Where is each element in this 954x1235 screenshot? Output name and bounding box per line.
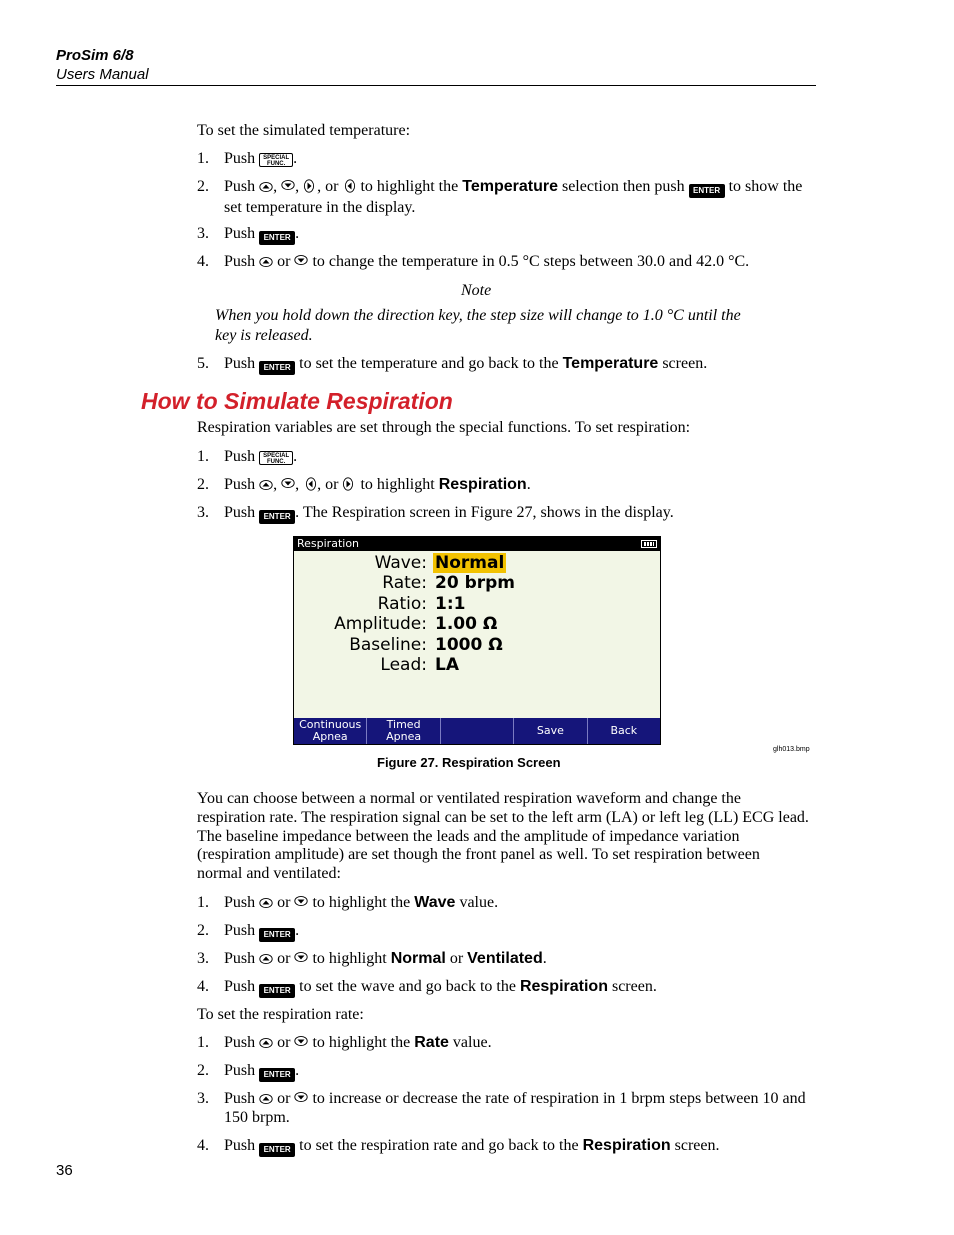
enter-key-icon: ENTER bbox=[259, 510, 295, 524]
step-number: 2. bbox=[197, 1062, 209, 1079]
keyword-ventilated: Ventilated bbox=[467, 950, 543, 967]
step-text: to show the set temperature in the display. bbox=[224, 178, 803, 216]
enter-key-icon: ENTER bbox=[259, 984, 295, 998]
step-text: Push bbox=[224, 504, 256, 521]
step-text: to highlight the bbox=[312, 894, 411, 911]
step-text: Push bbox=[224, 1090, 256, 1107]
left-arrow-key-icon bbox=[342, 179, 356, 193]
step-text: Push bbox=[224, 150, 256, 167]
softkey-timed-apnea: Timed Apnea bbox=[367, 718, 440, 744]
header-rule bbox=[56, 85, 816, 86]
step-number: 3. bbox=[197, 1090, 209, 1107]
step-text: Push bbox=[224, 253, 256, 270]
step-text: screen. bbox=[611, 978, 657, 995]
softkey-bar bbox=[294, 718, 660, 744]
step-text: or bbox=[277, 950, 291, 967]
wave-intro: You can choose between a normal or ventilated respiration waveform and change the respiration rate. The respiration signal can be set to the left arm (LA) or left leg (LL) ECG lead. The baseline impedance between the leads and the amplitude of impedance variation (respiration amplitude) are set though the front panel as well. To set respiration between normal and ventilated: bbox=[197, 790, 809, 883]
enter-key-icon: ENTER bbox=[259, 361, 295, 375]
step-text: to highlight the bbox=[312, 1034, 411, 1051]
step-number: 4. bbox=[197, 253, 209, 270]
step-number: 4. bbox=[197, 1137, 209, 1154]
step-number: 2. bbox=[197, 178, 209, 195]
step-text: to set the wave and go back to the bbox=[299, 978, 516, 995]
step-number: 1. bbox=[197, 894, 209, 911]
softkey-back: Back bbox=[610, 724, 638, 737]
keyword-respiration: Respiration bbox=[582, 1137, 671, 1154]
figure-caption: Figure 27. Respiration Screen bbox=[377, 755, 561, 770]
step-text: . bbox=[526, 476, 531, 493]
temperature-intro: To set the simulated temperature: bbox=[197, 122, 411, 139]
step-number: 2. bbox=[197, 922, 209, 939]
keyword-respiration: Respiration bbox=[438, 476, 527, 493]
down-arrow-key-icon bbox=[294, 1035, 308, 1049]
step-number: 3. bbox=[197, 950, 209, 967]
step-text: or bbox=[277, 253, 291, 270]
field-value: LA bbox=[435, 655, 459, 675]
step-text: to increase or decrease the rate of respiration in 1 brpm steps between 10 and 150 brpm. bbox=[224, 1090, 806, 1126]
step-text: to highlight bbox=[312, 950, 387, 967]
step-text: . bbox=[542, 950, 547, 967]
field-value: 1.00 Ω bbox=[435, 614, 498, 634]
field-value: 1:1 bbox=[435, 594, 466, 614]
down-arrow-key-icon bbox=[294, 895, 308, 909]
step-text: or bbox=[277, 1090, 291, 1107]
step-text: screen. bbox=[662, 355, 708, 372]
field-value: 20 brpm bbox=[435, 573, 516, 593]
step-text: , bbox=[273, 178, 278, 195]
step-text: value. bbox=[452, 1034, 492, 1051]
screen-row-wave bbox=[294, 553, 660, 573]
up-arrow-key-icon bbox=[259, 895, 273, 909]
step-text: Push bbox=[224, 476, 256, 493]
field-label: Wave: bbox=[374, 553, 427, 573]
field-label: Lead: bbox=[380, 655, 427, 675]
step-text: Push bbox=[224, 1034, 256, 1051]
special-func-key-icon: SPECIAL FUNC. bbox=[259, 451, 293, 465]
down-arrow-key-icon bbox=[294, 951, 308, 965]
enter-key-icon: ENTER bbox=[259, 928, 295, 942]
screen-row-lead bbox=[294, 655, 660, 675]
field-value-selected: Normal bbox=[435, 553, 505, 573]
section-heading: How to Simulate Respiration bbox=[141, 388, 453, 414]
field-value: 1000 Ω bbox=[435, 635, 503, 655]
step-text: or bbox=[277, 1034, 291, 1051]
up-arrow-key-icon bbox=[259, 477, 273, 491]
step-number: 1. bbox=[197, 1034, 209, 1051]
step-text: to change the temperature in 0.5 °C steps between 30.0 and 42.0 °C. bbox=[312, 253, 750, 270]
step-text: Push bbox=[224, 448, 256, 465]
screen-title: Respiration bbox=[297, 537, 360, 550]
figure-filename: glh013.bmp bbox=[773, 746, 810, 753]
keyword-normal: Normal bbox=[390, 950, 446, 967]
softkey-continuous-apnea: Continuous Apnea bbox=[294, 718, 367, 744]
step-text: . bbox=[295, 1062, 300, 1079]
step-text: Push bbox=[224, 894, 256, 911]
step-text: . bbox=[295, 922, 300, 939]
screen-row-amplitude bbox=[294, 614, 660, 634]
step-text: Push bbox=[224, 225, 256, 242]
softkey-save: Save bbox=[514, 718, 587, 744]
enter-key-icon: ENTER bbox=[259, 231, 295, 245]
down-arrow-key-icon bbox=[294, 254, 308, 268]
step-text: to highlight the bbox=[360, 178, 459, 195]
step-text: to set the temperature and go back to the bbox=[299, 355, 559, 372]
step-number: 1. bbox=[197, 150, 209, 167]
up-arrow-key-icon bbox=[259, 179, 273, 193]
step-text: Push bbox=[224, 178, 256, 195]
step-text: , bbox=[273, 476, 278, 493]
step-text: Push bbox=[224, 950, 256, 967]
softkey-blank bbox=[441, 718, 514, 744]
step-text: , or bbox=[317, 178, 339, 195]
enter-key-icon: ENTER bbox=[689, 184, 725, 198]
step-text: . bbox=[293, 448, 298, 465]
respiration-screen-figure bbox=[293, 536, 661, 745]
page-number: 36 bbox=[56, 1162, 73, 1179]
special-func-key-icon: SPECIAL FUNC. bbox=[259, 153, 293, 167]
step-text: Push bbox=[224, 1137, 256, 1154]
step-number: 5. bbox=[197, 355, 209, 372]
respiration-intro: Respiration variables are set through the special functions. To set respiration: bbox=[197, 419, 691, 436]
up-arrow-key-icon bbox=[259, 1035, 273, 1049]
step-number: 3. bbox=[197, 504, 209, 521]
step-text: , bbox=[295, 476, 300, 493]
step-text: . The Respiration screen in Figure 27, shows in the display. bbox=[295, 504, 674, 521]
keyword-wave: Wave bbox=[414, 894, 456, 911]
keyword-respiration: Respiration bbox=[519, 978, 608, 995]
rate-intro: To set the respiration rate: bbox=[197, 1006, 364, 1023]
running-header-manual: Users Manual bbox=[56, 66, 149, 83]
enter-key-icon: ENTER bbox=[259, 1068, 295, 1082]
screen-row-rate bbox=[294, 573, 660, 593]
screen-row-ratio bbox=[294, 594, 660, 614]
down-arrow-key-icon bbox=[294, 1091, 308, 1105]
step-text: Push bbox=[224, 355, 256, 372]
step-text: . bbox=[295, 225, 300, 242]
step-text: screen. bbox=[674, 1137, 720, 1154]
up-arrow-key-icon bbox=[259, 254, 273, 268]
step-text: . bbox=[293, 150, 298, 167]
step-number: 2. bbox=[197, 476, 209, 493]
field-label: Amplitude: bbox=[334, 614, 427, 634]
screen-title-bar bbox=[294, 537, 660, 551]
note-body: When you hold down the direction key, the step size will change to 1.0 °C until the key is released. bbox=[215, 307, 741, 344]
step-text: , bbox=[295, 178, 300, 195]
up-arrow-key-icon bbox=[259, 1091, 273, 1105]
field-label: Baseline: bbox=[349, 635, 427, 655]
battery-icon bbox=[641, 540, 657, 548]
running-header-product: ProSim 6/8 bbox=[56, 47, 134, 64]
down-arrow-key-icon bbox=[281, 179, 295, 193]
keyword-temperature: Temperature bbox=[462, 178, 558, 195]
step-text: or bbox=[277, 894, 291, 911]
step-text: value. bbox=[459, 894, 499, 911]
left-arrow-key-icon bbox=[303, 477, 317, 491]
step-text: or bbox=[449, 950, 464, 967]
screen-row-baseline bbox=[294, 635, 660, 655]
step-number: 4. bbox=[197, 978, 209, 995]
up-arrow-key-icon bbox=[259, 951, 273, 965]
step-number: 1. bbox=[197, 448, 209, 465]
step-text: selection then push bbox=[561, 178, 685, 195]
keyword-rate: Rate bbox=[414, 1034, 449, 1051]
right-arrow-key-icon bbox=[303, 179, 317, 193]
step-number: 3. bbox=[197, 225, 209, 242]
field-label: Ratio: bbox=[377, 594, 427, 614]
step-text: to highlight bbox=[360, 476, 435, 493]
step-text: Push bbox=[224, 978, 256, 995]
step-text: Push bbox=[224, 922, 256, 939]
step-text: , or bbox=[317, 476, 339, 493]
step-text: to set the respiration rate and go back to the bbox=[299, 1137, 579, 1154]
field-label: Rate: bbox=[382, 573, 427, 593]
keyword-temperature: Temperature bbox=[562, 355, 659, 372]
note-heading: Note bbox=[461, 282, 492, 299]
step-text: Push bbox=[224, 1062, 256, 1079]
enter-key-icon: ENTER bbox=[259, 1143, 295, 1157]
right-arrow-key-icon bbox=[342, 477, 356, 491]
down-arrow-key-icon bbox=[281, 477, 295, 491]
